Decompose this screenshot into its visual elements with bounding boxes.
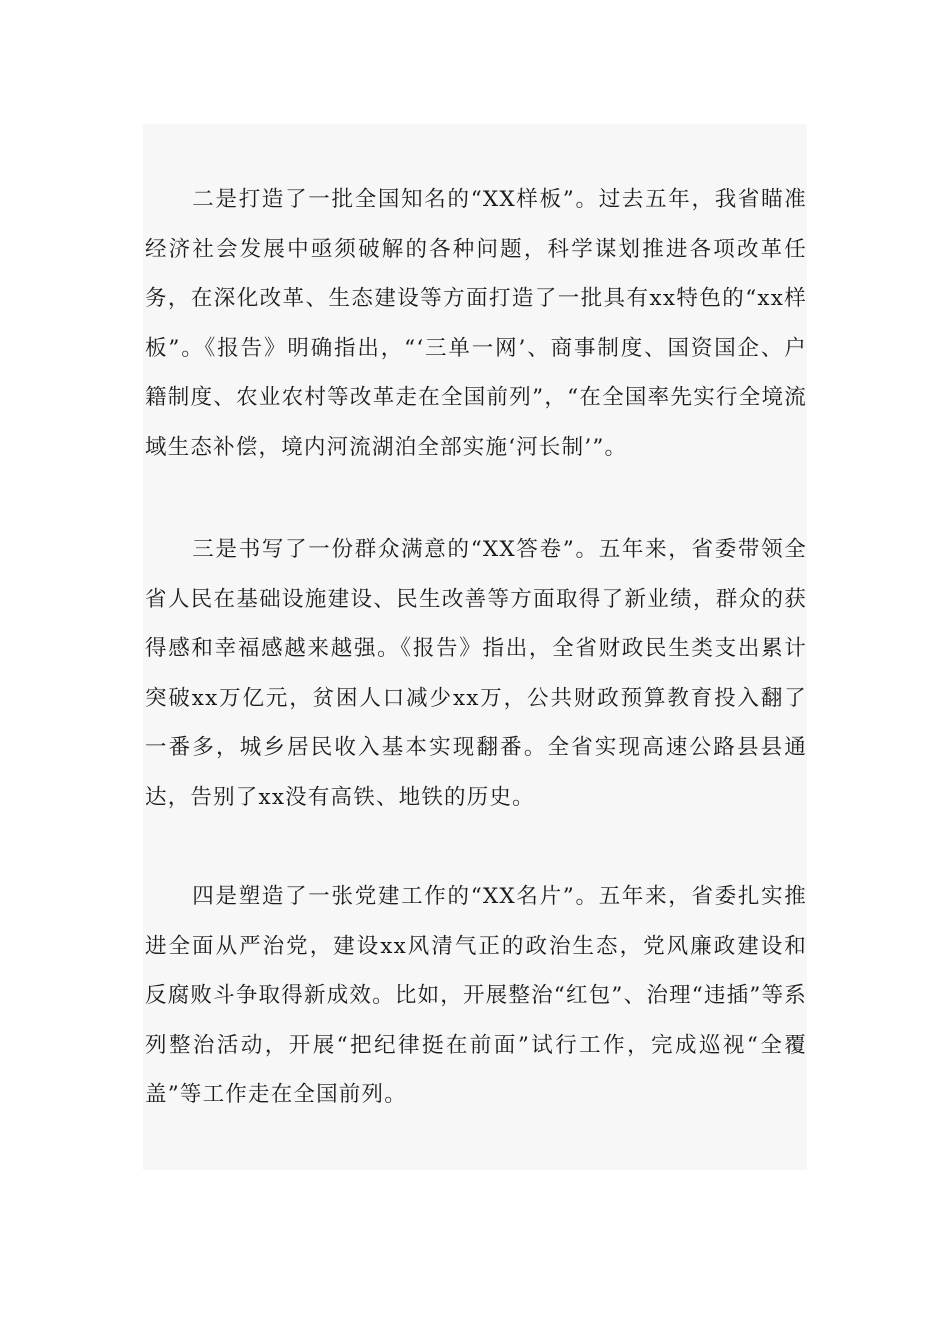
paragraph-party-building: 四是塑造了一张党建工作的“XX名片”。五年来，省委扎实推进全面从严治党，建设xx风清气正的政治生态，党风廉政建设和反腐败斗争取得新成效。比如，开展整治“红包”、治理“违插”等系列整治活动，开展“把纪律挺在前面”试行工作，完成巡视“全覆盖”等工作走在全国前列。	[145, 884, 807, 1107]
paragraph-public-answer: 三是书写了一份群众满意的“XX答卷”。五年来，省委带领全省人民在基础设施建设、民生改善等方面取得了新业绩，群众的获得感和幸福感越来越强。《报告》指出，全省财政民生类支出累计突破xx万亿元，贫困人口减少xx万，公共财政预算教育投入翻了一番多，城乡居民收入基本实现翻番。全省实现高速公路县县通达，告别了xx没有高铁、地铁的历史。	[145, 537, 807, 810]
paragraph-model-samples: 二是打造了一批全国知名的“XX样板”。过去五年，我省瞄准经济社会发展中亟须破解的各种问题，科学谋划推进各项改革任务，在深化改革、生态建设等方面打造了一批具有xx特色的“xx样板”。《报告》明确指出，“‘三单一网’、商事制度、国资国企、户籍制度、农业农村等改革走在全国前列”，“在全国率先实行全境流域生态补偿，境内河流湖泊全部实施‘河长制’”。	[145, 187, 807, 460]
